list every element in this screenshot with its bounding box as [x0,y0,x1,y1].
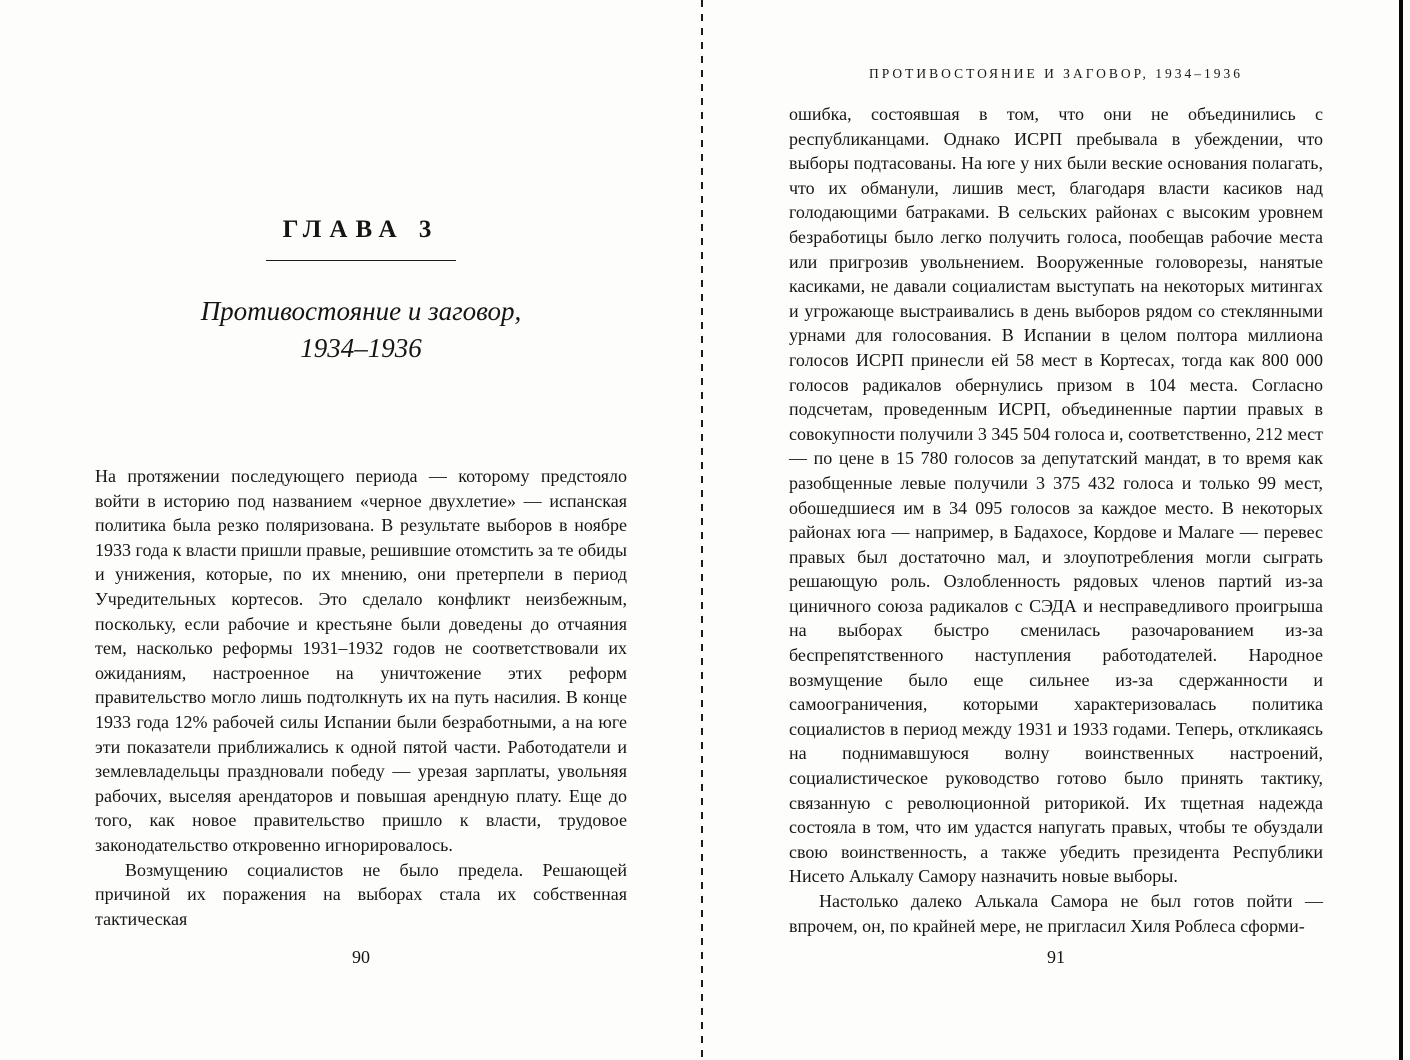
chapter-title-line-2: 1934–1936 [300,333,422,363]
left-body-text [95,464,627,931]
paragraph: ошибка, состоявшая в том, что они не объединились с республиканцами. Однако ИСРП пребывала в убеждении, что выборы подтасованы. На юге у них были веские основания полагать, что их обманули, лишив мест, благодаря власти касиков над голодающими батраками. В сельских районах с высоким уровнем безработицы было легко получить голоса, пообещав рабочие места или пригрозив увольнением. Вооруженные головорезы, нанятые касиками, не давали социалистам выступать на некоторых митингах и угрожающе выстраивались в день выборов рядом со стеклянными урнами для голосования. В Испании в целом полтора миллиона голосов ИСРП принесли ей 58 мест в Кортесах, тогда как 800 000 голосов радикалов обернулись призом в 104 места. Согласно подсчетам, проведенным ИСРП, объединенные партии правых в совокупности получили 3 345 504 голоса и, соответственно, 212 мест — по цене в 15 780 голосов за депутатский мандат, в то время как разобщенные левые получили 3 375 432 голоса и только 99 мест, обошедшиеся им в 34 095 голосов за каждое место. В некоторых районах юга — например, в Бадахосе, Кордове и Малаге — перевес правых был достаточно мал, и злоупотребления могли сыграть решающую роль. Озлобленность рядовых членов партий из-за циничного союза радикалов с СЭДА и несправедливого проигрыша на выборах быстро сменилась разочарованием из-за беспрепятственного наступления работодателей. Народное возмущение было еще сильнее из-за сдержанности и самоограничения, которыми характеризовалась политика социалистов в период между 1931 и 1933 годами. Теперь, откликаясь на поднимавшуюся волну воинственных настроений, социалистическое руководство готово было принять тактику, связанную с революционной риторикой. Их тщетная надежда состояла в том, что им удастся напугать правых, чтобы те обуздали свою воинственность, а также убедить президента Республики Нисето Алькалу Самору назначить новые выборы. [789,104,1323,887]
chapter-title-line-1: Противостояние и заговор, [200,296,522,326]
paragraph: На протяжении последующего периода — которому предстояло войти в историю под названием «черное двухлетие» — испанская политика была резко поляризована. В результате выборов в ноябре 1933 года к власти пришли правые, решившие отомстить за те обиды и унижения, которые, по их мнению, они претерпели в период Учредительных кортесов. Это сделало конфликт неизбежным, поскольку, если рабочие и крестьяне были доведены до отчаяния тем, насколько реформы 1931–1932 годов не соответствовали их ожиданиям, настроенное на уничтожение этих реформ правительство могло лишь подтолкнуть их на путь насилия. В конце 1933 года 12% рабочей силы Испании были безработными, а на юге эти показатели приближались к одной пятой части. Работодатели и землевладельцы праздновали победу — урезая зарплаты, увольняя рабочих, выселяя арендаторов и повышая арендную плату. Еще до того, как новое правительство пришло к власти, трудовое законодательство откровенно игнорировалось. [95,466,627,855]
chapter-rule [266,260,456,261]
chapter-title [95,293,627,367]
paragraph: Возмущению социалистов не было предела. Решающей причиной их поражения на выборах стала их собственная тактическая [95,859,627,929]
paragraph: Настолько далеко Алькала Самора не был готов пойти — впрочем, он, по крайней мере, не пригласил Хиля Роблеса сформи- [789,891,1323,936]
page-right [789,0,1323,1060]
running-header: ПРОТИВОСТОЯНИЕ И ЗАГОВОР, 1934–1936 [869,66,1243,81]
page-number-right: 91 [1047,947,1065,967]
chapter-label: ГЛАВА 3 [282,216,440,243]
page-left [95,0,627,1060]
gutter-divider [701,0,703,1060]
page-number-left: 90 [352,947,370,967]
scan-edge-line [1399,0,1403,1060]
right-body-text [789,102,1323,938]
